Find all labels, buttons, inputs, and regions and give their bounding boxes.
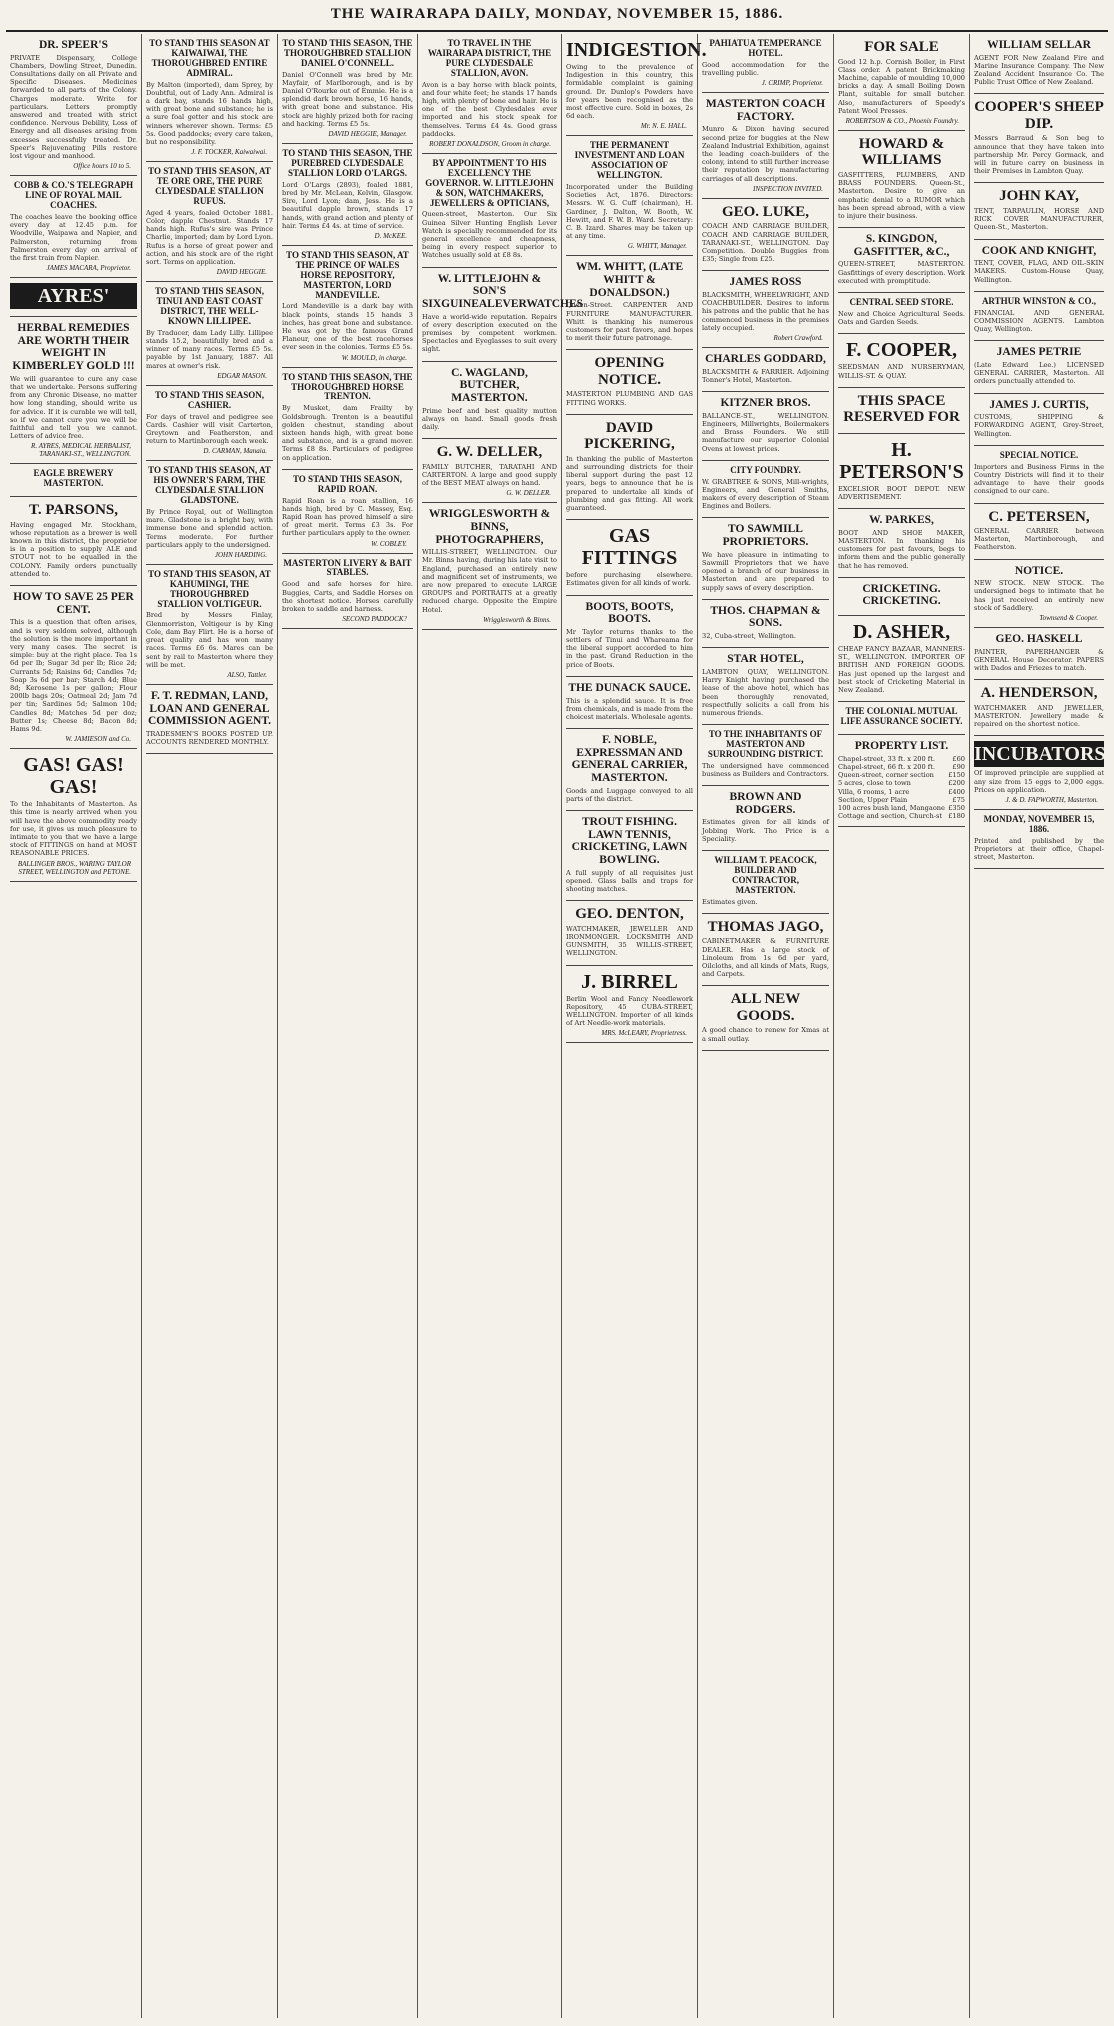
ad-heading: THE PERMANENT INVESTMENT AND LOAN ASSOCIATION OF WELLINGTON. (574, 140, 685, 181)
ad-body: LAMBTON QUAY, WELLINGTON. Harry Knight having purchased the lease of the above hotel, which has been thoroughly renovated, respectfully solicits a call from his numerous friends. (702, 667, 829, 717)
property-list-item (838, 788, 965, 796)
ad-body: FINANCIAL AND GENERAL COMMISSION AGENTS. Lambton Quay, Wellington. (974, 308, 1104, 334)
property-description: Chapel-street, 66 ft. x 200 ft. (838, 762, 935, 771)
ad-body: WATCHMAKER, JEWELLER AND IRONMONGER. LOCKSMITH AND GUNSMITH, 35 WILLIS-STREET, WELLINGTON. (566, 924, 693, 958)
ad-heading: GEO. DENTON, (575, 906, 684, 923)
ad-body: By Traducer, dam Lady Lilly. Lillipee stands 15.2, beautifully bred and a winner of many races. Terms £5 5s. payable by 1st January, 1887. All mares at owner's risk. (146, 328, 273, 370)
ad-heading: CENTRAL SEED STORE. (849, 297, 954, 308)
ad-heading: CITY FOUNDRY. (730, 464, 801, 475)
ad-body: BALLANCE-ST., WELLINGTON. Engineers, Millwrights, Boilermakers and Brass Founders. We still manufacture our superior Colonial Ovens at lowest prices. (702, 411, 829, 453)
advertisement (838, 735, 965, 827)
ad-heading: COOK AND KNIGHT, (981, 244, 1097, 257)
ad-heading: HOWARD & WILLIAMS (858, 135, 945, 169)
advertisement (282, 34, 413, 144)
ad-heading: C. PETERSEN, (988, 508, 1090, 525)
ad-body: CHEAP FANCY BAZAAR, MANNERS-ST., WELLINGTON. IMPORTER OF BRITISH AND FOREIGN GOODS. Has just opened up the largest and best stock of Cricketing Material in New Zealand. (838, 645, 965, 695)
ad-body: PAINTER, PAPERHANGER & GENERAL House Decorator. PAPERS with Dados and Friezes to match. (974, 647, 1104, 673)
ad-body: In thanking the public of Masterton and surrounding districts for their liberal support during the past 12 years, begs to announce that he is prepared to undertake all kinds of plumbing and gas fitting. All work guaranteed. (566, 454, 693, 512)
ad-body: SEEDSMAN AND NURSERYMAN, WILLIS-ST. & QUAY. (838, 363, 965, 380)
ad-heading: H. PETERSON'S (839, 438, 964, 483)
advertisement (422, 268, 584, 362)
ad-heading: PROPERTY LIST. (854, 740, 949, 753)
ad-body: Daniel O'Connell was bred by Mr. Mayfair, of Marlborough, and is by Daniel O'Rourke out of Emmie. He is a splendid dark brown horse, 16 hands, with great bone and substance. His stock are highly prized both for racing and hacking. Terms £5 5s. (282, 70, 413, 128)
advertisement (282, 554, 413, 630)
advertisement (702, 271, 829, 348)
advertisement (702, 199, 829, 272)
advertisement (974, 240, 1104, 292)
ad-body: TENT, TARPAULIN, HORSE AND RICK COVER MANUFACTURER, Queen-St., Masterton. (974, 206, 1104, 232)
ad-body: GENERAL CARRIER between Masterton, Martinborough, and Featherston. (974, 527, 1104, 552)
ad-heading: TO STAND THIS SEASON, RAPID ROAN. (292, 473, 403, 494)
ad-body: A good chance to renew for Xmas at a small outlay. (702, 1026, 829, 1043)
ad-body: Queen-street, Masterton. Our Six Guinea Silver Hunting English Lever Watch is specially recommended for its general excellence and cheapness, being in every respect superior to Watches usually sold at £8 8s. (422, 210, 557, 260)
ad-body: BLACKSMITH, WHEELWRIGHT, AND COACHBUILDER. Desires to inform his patrons and the public that he has commenced business in the premises lately occupied. (702, 291, 829, 332)
advertisement (838, 578, 965, 616)
advertisement (422, 362, 557, 440)
advertisement (10, 464, 137, 497)
ad-heading: TO STAND THIS SEASON, CASHIER. (154, 389, 265, 410)
ad-heading: J. BIRREL (581, 970, 678, 993)
ad-signature: JOHN HARDING. (214, 550, 267, 559)
ad-signature: W. JAMIESON and Co. (65, 735, 131, 744)
ad-body: Good 12 h.p. Cornish Boiler, in First Class order. A patent Brickmaking Machine, capable of moulding 10,000 bricks a day. A small Boiling Down Plant, suitable for small butcher. Also, manufacturers of Speedy's Patent Wool Presses. (838, 57, 965, 115)
ad-signature: INSPECTION INVITED. (753, 184, 823, 193)
ad-body: Berlin Wool and Fancy Needlework Repository, 45 CUBA-STREET, WELLINGTON. Importer of all kinds of Art Needle-work materials. (566, 994, 693, 1028)
advertisement (974, 736, 1104, 810)
advertisement (702, 786, 829, 851)
property-list-item (838, 812, 965, 820)
advertisement (702, 600, 829, 648)
ad-body: This is a splendid sauce. It is free from chemicals, and is made from the choicest materials. Wholesale agents. (566, 696, 693, 721)
ad-signature: Townsend & Cooper. (1039, 614, 1098, 623)
column-1 (6, 34, 142, 2018)
ad-heading: THIS SPACE RESERVED FOR (843, 392, 960, 426)
property-price: £180 (948, 812, 965, 821)
ad-signature: SECOND PADDOCK? (342, 615, 407, 624)
ad-body: TRADESMEN'S BOOKS POSTED UP. ACCOUNTS RENDERED MONTHLY. (146, 729, 273, 747)
column-6 (698, 34, 834, 2018)
advertisement (974, 183, 1104, 239)
ad-body: Aged 4 years, foaled October 1881. Color, dapple Chestnut. Stands 17 hands high. Rufus's sire was Prince Charlie, imported; dam by Lord Lyon. Rufus is a horse of great power and action, and his stock are of the right sort. Terms on application. (146, 208, 273, 266)
ad-heading: MASTERTON LIVERY & BAIT STABLES. (283, 557, 412, 578)
ad-body: Avon is a bay horse with black points, and four white feet; he stands 17 hands high, with plenty of bone and hair. He is one of the best Clydesdales ever imported and his stock speak for themselves. Terms £4 4s. Good grass paddocks. (422, 80, 557, 138)
property-list-item (838, 779, 965, 787)
ad-heading: COOPER'S SHEEP DIP. (974, 99, 1104, 132)
ad-heading: GEO. HASKELL (995, 633, 1083, 646)
ad-body: (Late Edward Lee.) LICENSED GENERAL CARRIER, Masterton. All orders punctually attended to. (974, 360, 1104, 386)
advertisement (838, 509, 965, 578)
advertisement (702, 518, 829, 599)
property-price: £90 (952, 762, 965, 771)
ad-signature: J. F. TOCKER, Kaiwaiwai. (191, 148, 267, 157)
ad-heading: F. NOBLE, EXPRESSMAN AND GENERAL CARRIER, MASTERTON. (571, 734, 688, 785)
advertisement (422, 154, 557, 268)
ad-heading: HERBAL REMEDIES ARE WORTH THEIR WEIGHT IN KIMBERLEY GOLD !!! (12, 322, 135, 373)
advertisement (974, 94, 1104, 183)
ad-signature: ROBERT DONALDSON, Groom in charge. (429, 139, 551, 148)
ad-body: By Musket, dam Frailty by Goldsbrough. Trenton is a beautiful golden chestnut, standing about sixteen hands high, with great bone and substance, and is a grand mover. Terms £8 8s. Particulars of pedigree on application. (282, 404, 413, 462)
ad-heading: BROWN AND RODGERS. (729, 791, 802, 816)
ad-body: We have pleasure in intimating to Sawmill Proprietors that we have opened a branch of our business in Masterton and are prepared to supply saws of every description. (702, 550, 829, 592)
ad-body: BOOT AND SHOE MAKER, MASTERTON. In thanking his customers for past favours, begs to inform them and the public generally that he has removed. (838, 528, 965, 570)
ad-signature: D. McKEE. (374, 231, 407, 240)
ad-body: AGENT FOR New Zealand Fire and Marine Insurance Company. The New Zealand Accident Insurance Co. The Public Trust Office of New Zealand. (974, 53, 1104, 87)
property-list-item (838, 804, 965, 812)
ad-signature: G. W. DELLER. (506, 489, 551, 498)
newspaper-page (6, 4, 1108, 2020)
ad-body: FAMILY BUTCHER, TARATAHI AND CARTERTON. A large and good supply of the BEST MEAT always on hand. (422, 462, 557, 488)
ad-body: Having engaged Mr. Stockham, whose reputation as a brewer is well known in this district, the proprietor is in a position to supply ALE and STOUT not to be equalled in the COLONY. Family orders punctually attended to. (10, 520, 137, 578)
ad-heading: INDIGESTION. (566, 39, 707, 61)
property-list-item (838, 796, 965, 804)
property-list-item (838, 763, 965, 771)
advertisement (974, 680, 1104, 736)
masthead (6, 4, 1108, 32)
ad-body: CABINETMAKER & FURNITURE DEALER. Has a large stock of Linoleum from 1s 6d per yard, Oilcloths, and all kinds of Mats, Rugs, and Carpets. (702, 937, 829, 979)
advertisement (838, 34, 965, 131)
advertisement (974, 560, 1104, 628)
advertisement (146, 162, 273, 282)
column-7 (834, 34, 970, 2018)
advertisement (838, 131, 965, 228)
ad-body: Good and safe horses for hire. Buggies, Carts, and Saddle Horses on the shortest notice. Horses carefully broken to saddle and harness. (282, 580, 413, 613)
property-description: 100 acres bush land, Mangaone (838, 803, 945, 812)
ad-body: Goods and Luggage conveyed to all parts of the district. (566, 786, 693, 803)
property-price: £150 (948, 771, 965, 780)
ad-body: WILLIS-STREET, WELLINGTON. Our Mr. Binns having, during his late visit to England, purchased an entirely new and magnificent set of instruments, we are now prepared to execute LARGE GROUPS and PORTRAITS at a greatly reduced charge. Opposite the Empire Hotel. (422, 548, 557, 614)
ad-body: Bred by Messrs Finlay, Glenmorriston, Voltigeur is by King Cole, dam Bay Flirt. He is a horse of great quality and has won many races. Terms £6 6s. Mares can be sent by rail to Masterton where they will be met. (146, 611, 273, 669)
ad-body: BLACKSMITH & FARRIER. Adjoining Tonner's Hotel, Masterton. (702, 367, 829, 384)
ad-heading: BOOTS, BOOTS, BOOTS. (585, 600, 674, 626)
advertisement (566, 966, 693, 1044)
ad-heading: NOTICE. (1014, 564, 1064, 577)
ad-body: MASTERTON PLUMBING AND GAS FITTING WORKS. (566, 390, 693, 407)
advertisement (10, 749, 137, 881)
ad-heading: AYRES' (10, 283, 137, 309)
ad-heading: JAMES ROSS (729, 276, 802, 289)
ad-body: EXCELSIOR BOOT DEPOT. NEW ADVERTISEMENT. (838, 484, 965, 501)
ad-body: 32, Cuba-street, Wellington. (702, 632, 796, 641)
ad-heading: TO STAND THIS SEASON, AT TE ORE ORE, THE PURE CLYDESDALE STALLION RUFUS. (148, 166, 271, 206)
advertisement (838, 388, 965, 434)
masthead-title: THE WAIRARAPA DAILY, MONDAY, NOVEMBER 15, 1886. (330, 6, 784, 22)
advertisement (10, 176, 137, 278)
ad-heading: HOW TO SAVE 25 PER CENT. (13, 591, 134, 616)
advertisement (566, 256, 693, 350)
advertisement (422, 439, 557, 503)
ad-heading: WM. WHITT, (LATE WHITT & DONALDSON.) (575, 261, 684, 299)
ad-body: Importers and Business Firms in the Country Districts will find it to their advantage to have their goods consigned to our care. (974, 462, 1104, 496)
advertisement (146, 461, 273, 565)
ad-heading: GAS FITTINGS (581, 525, 678, 570)
column-2 (142, 34, 278, 2018)
ad-heading: S. KINGDON, GASFITTER, &C., (853, 233, 950, 258)
ad-body: Printed and published by the Proprietors at their office, Chapel-street, Masterton. (974, 836, 1104, 862)
advertisement (702, 392, 829, 461)
ad-body: Queen-Street. CARPENTER AND FURNITURE MANUFACTURER. Whitt is thanking his numerous customers for past favors, and hopes to merit their future patronage. (566, 301, 693, 343)
property-price: £400 (948, 787, 965, 796)
property-price: £75 (952, 795, 965, 804)
ad-signature: BALLINGER BROS., WARING TAYLOR STREET, WELLINGTON and PETONE. (17, 859, 131, 876)
ad-body: Good accommodation for the travelling public. (702, 60, 829, 77)
ad-signature: G. WHITT, Manager. (627, 242, 687, 251)
ad-heading: DR. SPEER'S (38, 39, 109, 51)
ad-heading: MASTERTON COACH FACTORY. (705, 98, 826, 123)
ad-signature: Office hours 10 to 5. (73, 162, 131, 171)
column-3 (278, 34, 418, 2018)
ad-signature: DAVID HEGGIE. (216, 268, 267, 277)
ad-signature: J. CRIMP, Proprietor. (761, 79, 823, 88)
advertisement (702, 348, 829, 392)
ad-body: A full supply of all requisites just opened. Glass balls and traps for shooting matches. (566, 868, 693, 894)
column-4 (418, 34, 584, 2018)
ad-body: Lord Mandeville is a dark bay with black points, stands 15 hands 3 inches, has great bone and substance. He was got by the famous Grand Flaneur, one of the best racehorses ever seen in the colonies. Terms £5 5s. (282, 302, 413, 352)
ad-heading: DAVID PICKERING, (584, 419, 675, 453)
ad-body: New and Choice Agricultural Seeds. Oats and Garden Seeds. (838, 309, 965, 327)
ad-body: W. GRABTREE & SONS, Mill-wrights, Engineers, and General Smiths, makers of every description of Steam Engines and Boilers. (702, 477, 829, 511)
advertisement (282, 368, 413, 470)
property-description: Section, Upper Plain (838, 795, 908, 804)
ad-heading: ARTHUR WINSTON & CO., (981, 295, 1097, 306)
advertisement (566, 34, 707, 136)
advertisement (146, 685, 273, 754)
advertisement (282, 246, 413, 368)
ad-signature: Robert Crawford. (773, 334, 823, 343)
advertisement (702, 851, 829, 914)
ad-heading: TO STAND THIS SEASON AT KAIWAIWAI, THE THOROUGHBRED ENTIRE ADMIRAL. (149, 38, 270, 78)
ad-body: before purchasing elsewhere. Estimates given for all kinds of work. (566, 571, 693, 588)
ad-body: Owing to the prevalence of Indigestion in this country, this formidable complaint is gaining ground. Dr. Dunlop's Powders have for years been recognised as the most effective cure. Sold in boxes, 2s 6d each. (566, 63, 693, 121)
advertisement (838, 616, 965, 702)
ad-body: Rapid Roan is a roan stallion, 16 hands high, bred by C. Massey, Esq. Rapid Roan has proved himself a sire of great merit. Terms £3 3s. For further particulars apply to the owner. (282, 496, 413, 538)
ad-signature: JAMES MACARA, Proprietor. (46, 264, 131, 273)
property-price: £350 (948, 803, 965, 812)
property-description: 5 acres, close to town (838, 779, 911, 788)
ad-signature: D. CARMAN, Manaia. (203, 447, 267, 456)
ad-heading: TO SAWMILL PROPRIETORS. (722, 523, 809, 549)
ad-heading: G. W. DELLER, (436, 444, 543, 461)
ad-heading: PAHIATUA TEMPERANCE HOTEL. (709, 38, 822, 58)
ad-heading: TO STAND THIS SEASON, TINUI AND EAST COAST DISTRICT, THE WELL-KNOWN LILLIPEE. (154, 286, 265, 326)
advertisement (282, 470, 413, 554)
ad-signature: EDGAR MASON. (217, 371, 267, 380)
ad-heading: F. T. REDMAN, LAND, LOAN AND GENERAL COMMISSION AGENT. (147, 689, 272, 728)
advertisement (566, 596, 693, 677)
ad-heading: JAMES J. CURTIS, (989, 398, 1089, 411)
ad-body: Incorporated under the Building Societies Act, 1876. Directors: Messrs. W. G. Cuff (chairman), H. Gardiner, J. Dalton, W. Booth, W. Hewitt, and F. W. B. Ward. Secretary: C. B. Izard. Shares may be taken up at any time. (566, 182, 693, 241)
ad-heading: A. HENDERSON, (980, 685, 1098, 702)
ad-heading: TO TRAVEL IN THE WAIRARAPA DISTRICT, THE PURE CLYDESDALE STALLION, AVON. (427, 38, 552, 78)
ad-body: Mr Taylor returns thanks to the settlers of Tinui and Whareama for the liberal support accorded to him in the past. Grand Reduction in the price of Boots. (566, 627, 693, 669)
ad-heading: THE DUNACK SAUCE. (568, 681, 691, 694)
property-list (838, 755, 965, 821)
advertisement (566, 901, 693, 965)
ad-heading: TO STAND THIS SEASON, THE PUREBRED CLYDESDALE STALLION LORD O'LARGS. (282, 148, 413, 178)
ad-body: CUSTOMS, SHIPPING & FORWARDING AGENT, Grey-Street, Wellington. (974, 413, 1104, 438)
ad-heading: TO STAND THIS SEASON, AT THE PRINCE OF WALES HORSE REPOSITORY, MASTERTON, LORD MANDEVILLE. (286, 249, 409, 300)
columns (6, 34, 1108, 2018)
advertisement (974, 292, 1104, 342)
ad-heading: W. PARKES, (869, 514, 934, 527)
ad-body: COACH AND CARRIAGE BUILDER, COACH AND CARRIAGE BUILDER, TARANAKI-ST., WELLINGTON. Day Competition. Double Buggies from £35; Single from £25. (702, 222, 829, 264)
ad-heading: WRIGGLESWORTH & BINNS, PHOTOGRAPHERS, (428, 508, 551, 546)
ad-heading: COBB & CO.'S TELEGRAPH LINE OF ROYAL MAIL COACHES. (13, 180, 134, 211)
ad-body: By Prince Royal, out of Wellington mare. Gladstone is a bright bay, with immense bone and splendid action. Terms moderate. For further particulars apply to the undersigned. (146, 507, 273, 549)
advertisement (146, 565, 273, 685)
ad-heading: GAS! GAS! GAS! (23, 754, 124, 799)
ad-signature: R. AYRES, MEDICAL HERBALIST, TARANAKI-ST., WELLINGTON. (31, 442, 131, 459)
advertisement (702, 986, 829, 1050)
advertisement (146, 386, 273, 462)
advertisement (974, 810, 1104, 869)
advertisement (10, 278, 137, 317)
ad-heading: TO THE INHABITANTS OF MASTERTON AND SURROUNDING DISTRICT. (707, 729, 824, 759)
ad-signature: W. MOULD, in charge. (341, 353, 407, 362)
advertisement (974, 34, 1104, 94)
ad-heading: FOR SALE (864, 39, 939, 55)
ad-signature: DAVID HEGGIE, Manager. (328, 130, 407, 139)
ad-heading: TO STAND THIS SEASON, AT HIS OWNER'S FARM, THE CLYDESDALE STALLION GLADSTONE. (148, 465, 271, 506)
ad-heading: OPENING NOTICE. (594, 355, 665, 388)
ad-body: TENT, COVER, FLAG, AND OIL-SKIN MAKERS. Custom-House Quay, Wellington. (974, 259, 1104, 284)
ad-heading: F. COOPER, (846, 339, 957, 362)
ad-heading: SPECIAL NOTICE. (999, 449, 1079, 460)
ad-body: Messrs Barraud & Son beg to announce that they have taken into partnership Mr. Percy Gormack, and will in future carry on business in their Premises in Lambton Quay. (974, 134, 1104, 176)
ad-heading: JAMES PETRIE (996, 346, 1082, 359)
ad-body: Have a world-wide reputation. Repairs of every description executed on the premises by competent workmen. Spectacles and Eyeglasses to suit every sight. (422, 312, 557, 354)
advertisement (282, 144, 413, 246)
advertisement (566, 677, 693, 729)
column-8 (970, 34, 1108, 2018)
property-description: Cottage and section, Church-st (838, 812, 942, 821)
ad-heading: WILLIAM T. PEACOCK, BUILDER AND CONTRACTOR, MASTERTON. (714, 855, 817, 895)
ad-body: NEW STOCK. NEW STOCK. The undersigned begs to intimate that he has just received an entirely new stock of Saddlery. (974, 579, 1104, 612)
property-price: £200 (948, 779, 965, 788)
property-list-item (838, 755, 965, 763)
ad-heading: BY APPOINTMENT TO HIS EXCELLENCY THE GOVERNOR. W. LITTLEJOHN & SON, WATCHMAKERS, JEWELLERS & OPTICIANS, (425, 157, 554, 208)
advertisement (702, 725, 829, 786)
advertisement (702, 461, 829, 519)
ad-heading: TROUT FISHING. LAWN TENNIS, CRICKETING, LAWN BOWLING. (571, 816, 688, 867)
ad-signature: ROBERTSON & CO., Phoenix Foundry. (845, 116, 959, 125)
advertisement (422, 34, 557, 154)
advertisement (702, 914, 829, 987)
ad-heading: THOMAS JAGO, (707, 918, 824, 935)
ad-signature: ALSO, Tattler. (227, 670, 267, 679)
advertisement (702, 34, 829, 93)
advertisement (974, 341, 1104, 393)
advertisement (566, 350, 693, 414)
ad-heading: CRICKETING. CRICKETING. (862, 582, 941, 608)
ad-heading: ALL NEW GOODS. (730, 991, 801, 1024)
advertisement (974, 446, 1104, 504)
ad-heading: THE COLONIAL MUTUAL LIFE ASSURANCE SOCIETY. (840, 706, 963, 727)
ad-heading: INCUBATORS (974, 743, 1106, 766)
ad-heading: EAGLE BREWERY MASTERTON. (33, 468, 114, 489)
advertisement (422, 503, 557, 630)
advertisement (566, 415, 693, 520)
property-description: Chapel-street, 33 ft. x 200 ft. (838, 754, 935, 763)
ad-heading: MONDAY, NOVEMBER 15, 1886. (983, 814, 1095, 834)
ad-body: Munro & Dixon having secured second prize for buggies at the New Zealand Industrial Exhibition, against the leading coach-builders of the colony, intend to still further increase their reputation by manufacturing carriages of all descriptions. (702, 125, 829, 183)
advertisement (838, 293, 965, 334)
advertisement (702, 648, 829, 725)
ad-heading: C. WAGLAND, BUTCHER, MASTERTON. (451, 366, 528, 404)
ad-heading: GEO. LUKE, (721, 203, 810, 220)
ad-body: Prime beef and best quality mutton always on hand. Small goods fresh daily. (422, 406, 557, 431)
advertisement (10, 586, 137, 749)
ad-heading: CHARLES GODDARD, (705, 353, 826, 366)
advertisement (974, 628, 1104, 680)
advertisement (566, 811, 693, 901)
advertisement (838, 702, 965, 735)
advertisement (566, 729, 693, 811)
property-price: £60 (952, 754, 965, 763)
ad-body: PRIVATE Dispensary, College Chambers, Dowling Street, Dunedin. Consultations daily on all Private and Specific Diseases. Medicines forwarded to all parts of the Colony. Charges moderate. Write for particulars. Letters promptly answered and treated with strict confidence. Nervous Debility, Loss of Energy and all diseases arising from excesses successfully treated. Dr. Speer's Rejuvenating Pills restore lost vigour and manhood. (10, 53, 137, 161)
ad-signature: Mr. N. E. HALL. (640, 122, 687, 131)
advertisement (566, 520, 693, 595)
ad-heading: STAR HOTEL, (727, 653, 804, 666)
advertisement (146, 282, 273, 386)
advertisement (10, 317, 137, 464)
advertisement (566, 136, 693, 256)
ad-body: Of improved principle are supplied at any size from 15 eggs to 2,000 eggs. Prices on application. (974, 769, 1104, 794)
ad-body: Estimates given for all kinds of Jobbing Work. Tho Price is a Speciality. (702, 818, 829, 843)
advertisement (10, 497, 137, 586)
ad-body: Lord O'Largs (2893), foaled 1881, bred by Mr. McLean, Kelvin, Glasgow. Sire, Lord Lyon; dam, Jess. He is a beautiful dapple brown, stands 17 hands, with grand action and plenty of hair. Terms £4 4s. at time of service. (282, 180, 413, 230)
advertisement (974, 504, 1104, 560)
ad-heading: TO STAND THIS SEASON, AT KAHUMINGI, THE THOROUGHBRED STALLION VOLTIGEUR. (148, 568, 271, 609)
advertisement (146, 34, 273, 162)
advertisement (702, 93, 829, 199)
ad-body: For days of travel and pedigree see Cards. Cashier will visit Carterton, Greytown and Featherston, and return to Martinborough each week. (146, 412, 273, 446)
advertisement (10, 34, 137, 176)
ad-body: We will guarantee to cure any case that we undertake. Persons suffering from any Chronic Disease, no matter how long standing, should write us for advice. If it is curable we will tell, so if we cannot cure you we will be faithful and tell you we cannot. Letters of advice free. (10, 374, 137, 441)
column-5 (562, 34, 707, 2018)
ad-body: The coaches leave the booking office every day at 12.45 p.m. for Woodville, Waipawa and Napier, and Palmerston, returning from Palmerston every day on arrival of the first train from Napier. (10, 212, 137, 262)
property-list-item (838, 771, 965, 779)
ad-body: GASFITTERS, PLUMBERS, AND BRASS FOUNDERS. Queen-St., Masterton. Desire to give an emphatic denial to a RUMOR which has been spread abroad, with a view to injure their business. (838, 170, 965, 220)
ad-heading: TO STAND THIS SEASON, THE THOROUGHBRED HORSE TRENTON. (282, 371, 413, 402)
ad-signature: J. & D. FAPWORTH, Masterton. (1005, 796, 1098, 805)
ad-heading: W. LITTLEJOHN & SON'S SIXGUINEALEVERWATCHES (422, 272, 584, 310)
ad-body: By Malton (imported), dam Sprey, by Doubtful, out of Lady Ann. Admiral is a dark bay, stands 16 hands high, with great bone and substance; he is a sure foal getter and his stock are winners wherever shown. Terms: £5 5s. Good paddocks; every care taken, but no responsibility. (146, 80, 273, 146)
advertisement (838, 228, 965, 293)
ad-heading: KITZNER BROS. (720, 397, 811, 410)
ad-body: To the Inhabitants of Masterton. As this time is nearly arrived when you will have the above commodity ready for use, it gives us much pleasure to intimate to you that we have a large stock of FITTINGS on hand at MOST REASONABLE PRICES. (10, 800, 137, 858)
property-description: Queen-street, corner section (838, 771, 934, 780)
ad-signature: Wrigglesworth & Binns. (483, 615, 551, 624)
ad-body: This is a question that often arises, and is very seldom solved, although the solution is the more important in very many cases. The secret is simple: buy at the right place. Tea 1s 6d per lb; Sugar 3d per lb; Rice 2d; Currants 5d; Raisins 6d; Candles 7d; Soap 3s 6d per bar; Starch 4d; Blue 8d; Kerosene 1s per gallon; Flour 200lb bags 20s; Oatmeal 2d; Jam 7d per tin; Sardines 5d; Salmon 10d; Candles 8d; Matches 5d per doz; Butter 1s; Cheese 8d; Bacon 8d; Hams 9d. (10, 618, 137, 733)
ad-signature: MRS. McLEARY, Proprietress. (601, 1029, 687, 1038)
ad-body: WATCHMAKER AND JEWELLER, MASTERTON. Jewellery made & repaired on the shortest notice. (974, 703, 1104, 729)
ad-signature: W. COBLEY. (371, 539, 407, 548)
ad-body: Estimates given. (702, 897, 758, 906)
property-description: Villa, 6 rooms, 1 acre (838, 787, 910, 796)
ad-body: QUEEN-STREET, MASTERTON. Gasfittings of every description. Work executed with promptitude. (838, 260, 965, 285)
ad-heading: T. PARSONS, (28, 502, 119, 519)
advertisement (838, 434, 965, 509)
ad-heading: THOS. CHAPMAN & SONS. (710, 604, 821, 630)
advertisement (974, 394, 1104, 446)
advertisement (838, 334, 965, 387)
ad-heading: D. ASHER, (852, 621, 951, 644)
ad-heading: JOHN KAY, (999, 188, 1079, 205)
ad-heading: TO STAND THIS SEASON, THE THOROUGHBRED STALLION DANIEL O'CONNELL. (282, 38, 413, 68)
ad-heading: WILLIAM SELLAR (987, 39, 1091, 51)
ad-body: The undersigned have commenced business as Builders and Contractors. (702, 761, 829, 778)
